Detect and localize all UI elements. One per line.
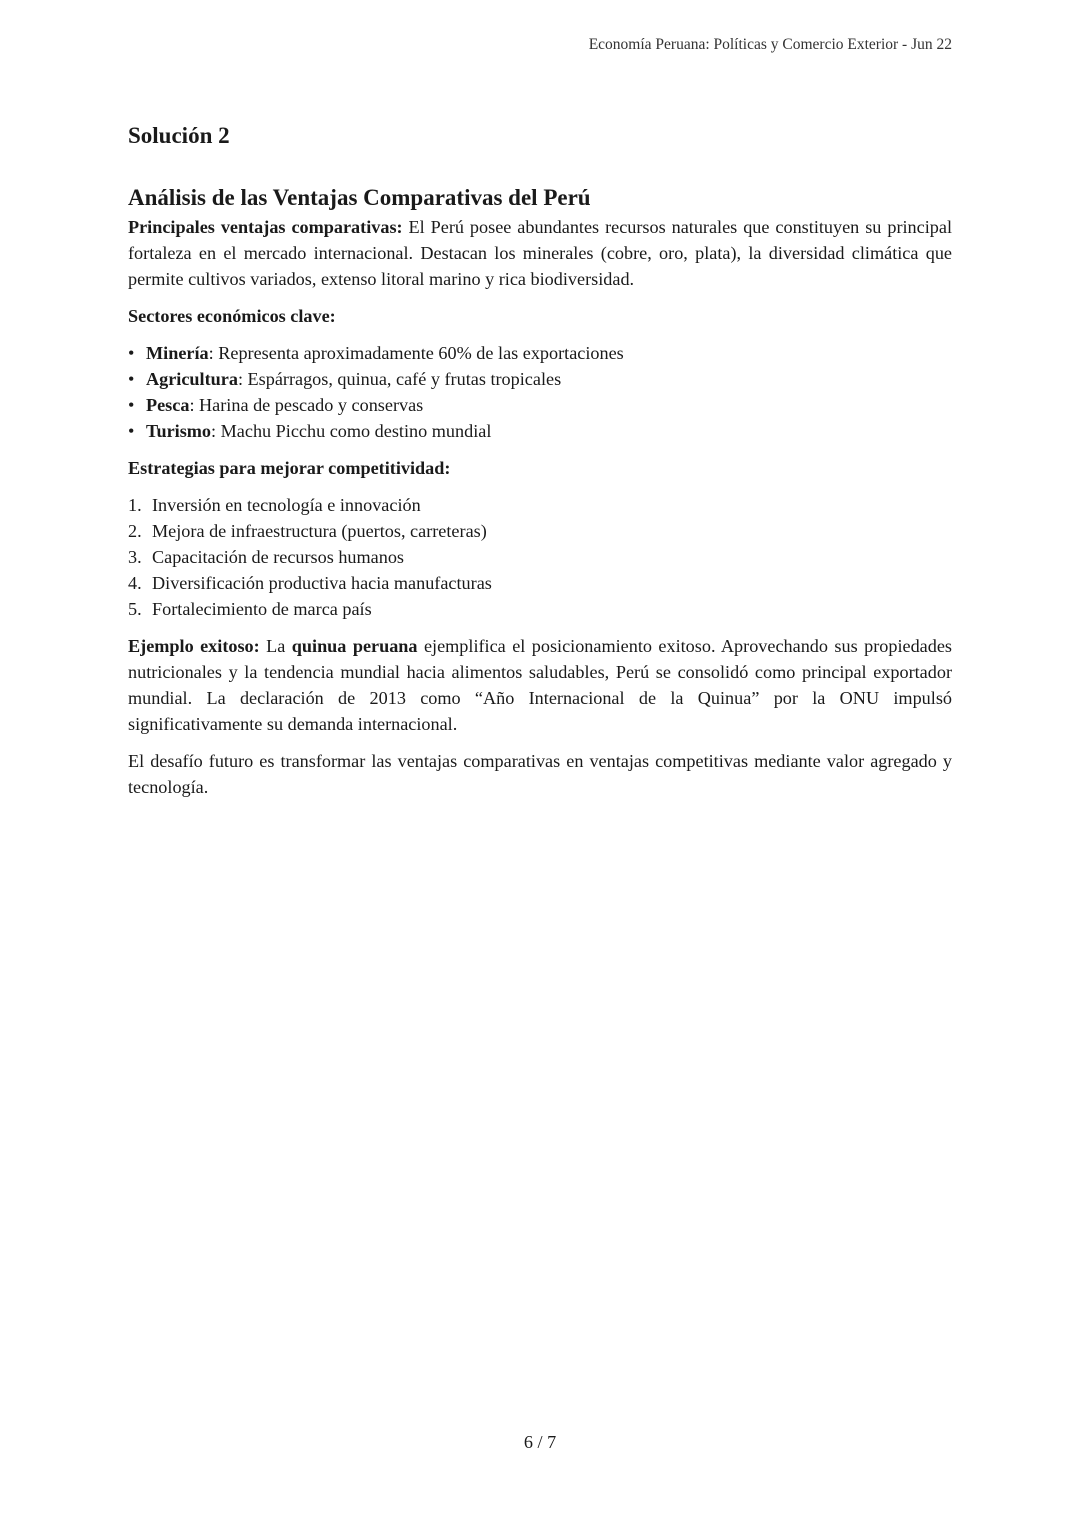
bullet-icon: • [128,395,135,415]
item-number: 1. [128,495,142,515]
list-item [128,418,952,444]
item-text: Diversificación productiva hacia manufacturas [152,573,492,593]
sector-name: Pesca [146,395,190,415]
list-item [128,518,952,544]
item-number: 2. [128,521,142,541]
example-paragraph [128,633,952,737]
intro-text: El Perú posee abundantes recursos naturales que constituyen su principal fortaleza en el mercado internacional. Destacan los minerales (cobre, oro, plata), la diversidad climática que permite cultivos variados, extenso litoral marino y rica biodiversidad. [128,217,952,289]
item-text: Fortalecimiento de marca país [152,599,372,619]
page-number: 6 / 7 [523,1432,557,1452]
running-header: Economía Peruana: Políticas y Comercio Exterior - Jun 22 [588,36,952,53]
item-number: 5. [128,599,142,619]
sector-desc: : Machu Picchu como destino mundial [211,421,492,441]
intro-label: Principales ventajas comparativas: [128,217,403,237]
list-item [128,596,952,622]
example-highlight: quinua peruana [291,636,418,656]
section-title: Análisis de las Ventajas Comparativas del Perú [128,185,591,210]
sector-desc: : Espárragos, quinua, café y frutas tropicales [237,369,562,389]
example-text-before: La [259,636,292,656]
sector-desc: : Representa aproximadamente 60% de las exportaciones [208,343,624,363]
sector-name: Turismo [146,421,212,441]
sectors-heading: Sectores económicos clave: [128,306,336,326]
strategies-heading: Estrategias para mejorar competitividad: [128,458,451,478]
list-item [128,544,952,570]
bullet-icon: • [128,421,135,441]
list-item [128,492,952,518]
intro-paragraph [128,214,952,292]
item-number: 3. [128,547,142,567]
list-item [128,392,952,418]
list-item [128,340,952,366]
example-text-after: ejemplifica el posicionamiento exitoso. Aprovechando sus propiedades nutricionales y la tendencia mundial hacia alimentos saludables, Perú se consolidó como principal exportador mundial. La declaración de 2013 como “Año Internacional de la Quinua” por la ONU impulsó significativamente su demanda internacional. [128,636,952,734]
example-label: Ejemplo exitoso: [128,636,260,656]
sector-name: Agricultura [146,369,238,389]
item-text: Capacitación de recursos humanos [152,547,405,567]
sector-desc: : Harina de pescado y conservas [189,395,424,415]
sector-name: Minería [146,343,209,363]
solution-title: Solución 2 [128,123,230,148]
item-number: 4. [128,573,142,593]
strategies-list [128,492,952,622]
item-text: Mejora de infraestructura (puertos, carreteras) [152,521,487,541]
conclusion-paragraph: El desafío futuro es transformar las ventajas comparativas en ventajas competitivas mediante valor agregado y tecnología. [128,751,952,797]
bullet-icon: • [128,369,135,389]
document-body [128,120,952,800]
list-item [128,570,952,596]
list-item [128,366,952,392]
bullet-icon: • [128,343,135,363]
sectors-list [128,340,952,444]
item-text: Inversión en tecnología e innovación [152,495,421,515]
